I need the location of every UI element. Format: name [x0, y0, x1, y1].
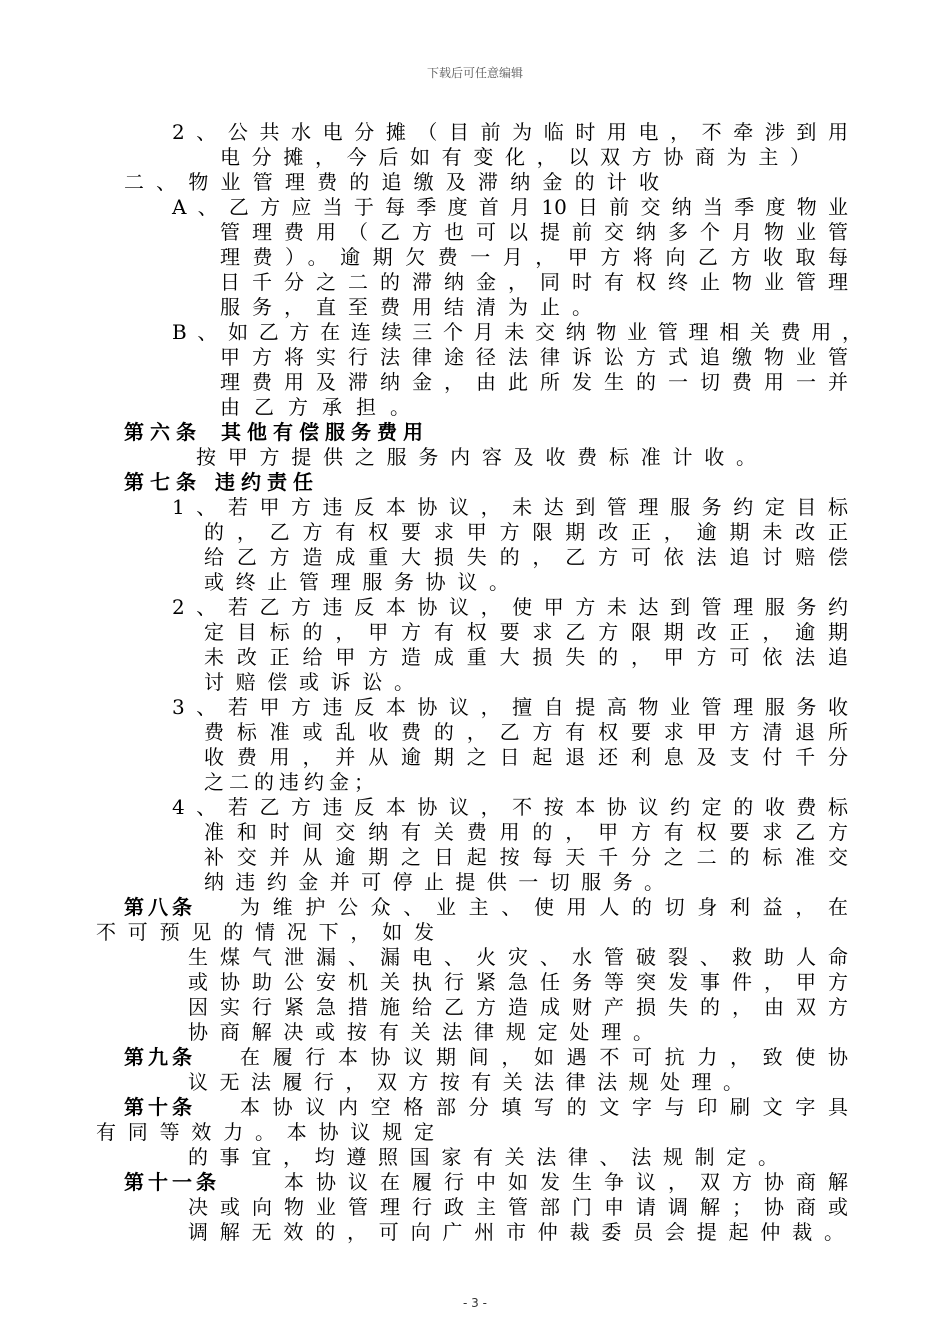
article-label: 第十一条: [124, 1170, 220, 1194]
text-line: 不可预见的情况下，如发: [96, 920, 434, 944]
text-line: 之二的违约金；: [204, 770, 374, 794]
text-line: 或协助公安机关执行紧急任务等突发事件，甲方: [188, 970, 848, 994]
article-heading: 第六条 其他有偿服务费用: [124, 420, 429, 444]
text-line: 由乙方承担。: [220, 395, 410, 419]
article-label: 第九条: [124, 1045, 196, 1069]
text-line: 协商解决或按有关法律规定处理。: [188, 1020, 653, 1044]
text-line: 理费）。逾期欠费一月，甲方将向乙方收取每: [220, 245, 848, 269]
text-line: 甲方将实行法律途径法律诉讼方式追缴物业管: [220, 345, 848, 369]
text-line: 日千分之二的滞纳金，同时有权终止物业管理: [220, 270, 848, 294]
article-label: 第八条: [124, 895, 196, 919]
text-line: 管理费用（乙方也可以提前交纳多个月物业管: [220, 220, 848, 244]
text-line: 调解无效的，可向广州市仲裁委员会提起仲裁。: [188, 1220, 844, 1244]
section-heading: 二、物业管理费的追缴及滞纳金的计收: [124, 170, 659, 194]
text-line: 电分摊，今后如有变化，以双方协商为主）: [220, 145, 810, 169]
text-line: 收费用，并从逾期之日起退还利息及支付千分: [204, 745, 848, 769]
text-line: 补交并从逾期之日起按每天千分之二的标准交: [204, 845, 848, 869]
text-line: 为维护公众、业主、使用人的切身利益，在: [240, 895, 848, 919]
text-line: 按甲方提供之服务内容及收费标准计收。: [196, 445, 756, 469]
text-line: 决或向物业管理行政主管部门申请调解；协商或: [188, 1195, 848, 1219]
text-line: 在履行本协议期间，如遇不可抗力，致使协: [240, 1045, 848, 1069]
text-line: 2、若乙方违反本协议，使甲方未达到管理服务约: [172, 595, 848, 619]
text-line: 生煤气泄漏、漏电、火灾、水管破裂、救助人命: [188, 945, 848, 969]
text-line: 服务，直至费用结清为止。: [220, 295, 592, 319]
text-line: 议无法履行，双方按有关法律法规处理。: [188, 1070, 743, 1094]
text-line: 给乙方造成重大损失的，乙方可依法追讨赔偿: [204, 545, 848, 569]
text-line: 的事宜，均遵照国家有关法律、法规制定。: [188, 1145, 778, 1169]
text-line: 因实行紧急措施给乙方造成财产损失的，由双方: [188, 995, 848, 1019]
text-line: 准和时间交纳有关费用的，甲方有权要求乙方: [204, 820, 848, 844]
text-line: A、乙方应当于每季度首月10日前交纳当季度物业: [172, 195, 848, 219]
page-number: - 3 -: [463, 1296, 487, 1310]
text-line: 定目标的，甲方有权要求乙方限期改正，逾期: [204, 620, 848, 644]
text-line: 未改正给甲方造成重大损失的，甲方可依法追: [204, 645, 848, 669]
text-line: 费标准或乱收费的，乙方有权要求甲方清退所: [204, 720, 848, 744]
text-line: 1、若甲方违反本协议，未达到管理服务约定目标: [172, 495, 848, 519]
article-label: 第十条: [124, 1095, 196, 1119]
article-heading: 第七条 违约责任: [124, 470, 319, 494]
text-line: 2、公共水电分摊（目前为临时用电，不牵涉到用: [172, 120, 848, 144]
text-line: 讨赔偿或诉讼。: [204, 670, 414, 694]
text-line: 本协议在履行中如发生争议，双方协商解: [284, 1170, 848, 1194]
page-header: 下载后可任意编辑: [426, 66, 523, 80]
text-line: 3、若甲方违反本协议，擅自提高物业管理服务收: [172, 695, 848, 719]
text-line: 有同等效力。本协议规定: [96, 1120, 434, 1144]
text-line: 或终止管理服务协议。: [204, 570, 509, 594]
text-line: 4、若乙方违反本协议，不按本协议约定的收费标: [172, 795, 848, 819]
text-line: 本协议内空格部分填写的文字与印刷文字具: [240, 1095, 848, 1119]
text-line: 理费用及滞纳金，由此所发生的一切费用一并: [220, 370, 848, 394]
text-line: 的，乙方有权要求甲方限期改正，逾期未改正: [204, 520, 848, 544]
text-line: B、如乙方在连续三个月未交纳物业管理相关费用，: [172, 320, 862, 344]
text-line: 纳违约金并可停止提供一切服务。: [204, 870, 664, 894]
